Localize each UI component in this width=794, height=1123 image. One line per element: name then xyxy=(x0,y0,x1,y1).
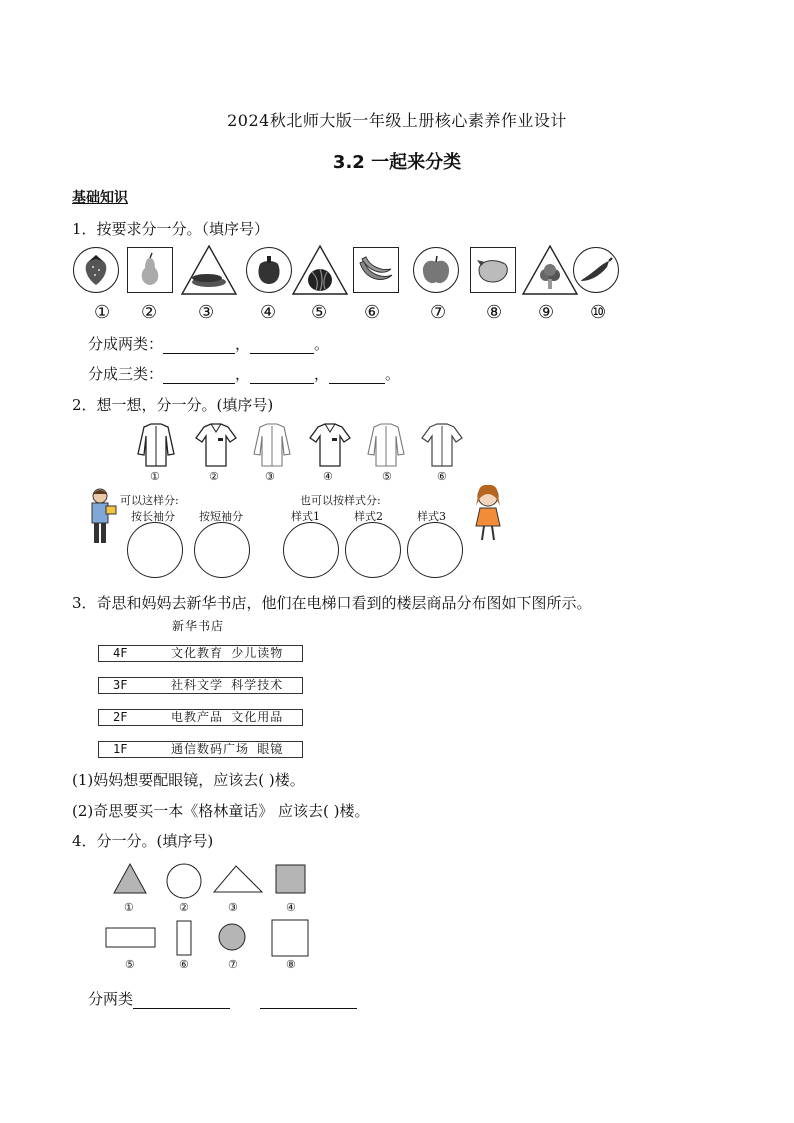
broccoli-icon xyxy=(540,264,560,289)
question-1-prompt: 1．按要求分一分。（填序号） xyxy=(72,220,270,238)
item-10-circle xyxy=(573,247,619,293)
answer-line-three-classes xyxy=(88,363,400,384)
group-label: 按长袖分 xyxy=(131,510,175,523)
blank-input[interactable] xyxy=(329,369,385,384)
blank-input[interactable] xyxy=(163,369,235,384)
item-8-square xyxy=(470,247,516,293)
floor-label: 2F xyxy=(113,710,128,724)
shirt-number: ⑥ xyxy=(437,470,447,483)
store-name: 新华书店 xyxy=(172,619,225,633)
mango-icon xyxy=(475,256,511,284)
shirt-number: ① xyxy=(150,470,160,483)
apple-icon xyxy=(420,254,452,286)
shirts-row xyxy=(128,424,478,470)
shirt-number: ④ xyxy=(323,470,333,483)
item-number: ⑨ xyxy=(538,302,555,323)
right-triangle-shape xyxy=(214,866,262,892)
watermelon-icon xyxy=(308,269,332,291)
item-number: ③ xyxy=(198,302,215,323)
strawberry-icon xyxy=(81,253,111,287)
item-number: ⑩ xyxy=(590,302,607,323)
q4-answer-line xyxy=(88,988,357,1009)
shirt-number: ③ xyxy=(265,470,275,483)
item-5-triangle xyxy=(292,245,348,295)
gray-circle-shape xyxy=(219,924,245,950)
blank-input[interactable] xyxy=(260,994,357,1009)
floor-desc: 通信数码广场 眼镜 xyxy=(171,742,284,756)
answer-circle-style-1[interactable] xyxy=(283,522,339,578)
section-heading: 基础知识 xyxy=(72,190,128,206)
gray-square-shape xyxy=(276,865,305,893)
pear-icon xyxy=(135,252,165,288)
group-label: 样式3 xyxy=(417,510,446,523)
square-shape xyxy=(272,920,308,956)
blank-input[interactable] xyxy=(163,339,235,354)
answer-line-two-classes xyxy=(88,333,329,354)
answer-circle-short-sleeve[interactable] xyxy=(194,522,250,578)
item-4-circle xyxy=(246,247,292,293)
wide-rectangle-shape xyxy=(106,928,155,947)
answer-circle-style-3[interactable] xyxy=(407,522,463,578)
item-number: ② xyxy=(141,302,158,323)
question-4-prompt: 4．分一分。(填序号) xyxy=(72,832,214,850)
right-caption: 也可以按样式分: xyxy=(300,494,381,507)
question-3-sub-1: (1)妈妈想要配眼镜，应该去( )楼。 xyxy=(72,771,305,789)
item-number: ④ xyxy=(260,302,277,323)
shape-number: ④ xyxy=(286,901,296,914)
item-9-triangle xyxy=(522,245,578,295)
floor-label: 4F xyxy=(113,646,128,660)
shape-number: ③ xyxy=(228,901,238,914)
long-sleeve-shirt-icon xyxy=(368,424,404,466)
blank-input[interactable] xyxy=(133,994,230,1009)
floor-desc: 社科文学 科学技术 xyxy=(171,678,284,692)
cucumber-icon xyxy=(192,274,226,287)
item-number: ⑧ xyxy=(486,302,503,323)
question-3-prompt: 3．奇思和妈妈去新华书店，他们在电梯口看到的楼层商品分布图如下图所示。 xyxy=(72,594,592,612)
shape-number: ② xyxy=(179,901,189,914)
item-number: ⑥ xyxy=(364,302,381,323)
shape-number: ⑦ xyxy=(228,958,238,971)
period: 。 xyxy=(385,365,401,383)
answer-label: 分两类 xyxy=(88,990,134,1008)
blank-input[interactable] xyxy=(250,369,314,384)
left-caption: 可以这样分: xyxy=(120,494,179,507)
banana-icon xyxy=(358,255,394,285)
short-sleeve-shirt-icon xyxy=(310,424,350,466)
question-3-sub-2: (2)奇思要买一本《格林童话》 应该去( )楼。 xyxy=(72,802,370,820)
item-number: ⑤ xyxy=(311,302,328,323)
tall-rectangle-shape xyxy=(177,921,191,955)
group-label: 样式1 xyxy=(291,510,320,523)
page-title: 2024秋北师大版一年级上册核心素养作业设计 xyxy=(227,111,567,130)
answer-circle-long-sleeve[interactable] xyxy=(127,522,183,578)
answer-label: 分成两类： xyxy=(88,335,164,353)
shirt-number: ⑤ xyxy=(382,470,392,483)
gray-triangle-shape xyxy=(114,864,146,893)
shape-number: ⑧ xyxy=(286,958,296,971)
floor-desc: 文化教育 少儿读物 xyxy=(171,646,284,660)
item-2-square xyxy=(127,247,173,293)
circle-shape xyxy=(167,864,201,898)
short-sleeve-shirt-icon xyxy=(196,424,236,466)
teacher-figure-icon xyxy=(86,488,118,548)
long-sleeve-shirt-icon xyxy=(138,424,174,466)
comma: ， xyxy=(235,365,251,383)
long-sleeve-shirt-icon xyxy=(254,424,290,466)
girl-figure-icon xyxy=(470,484,506,542)
floor-row-1f xyxy=(98,741,303,758)
floor-row-3f xyxy=(98,677,303,694)
group-label: 样式2 xyxy=(354,510,383,523)
item-number: ⑦ xyxy=(430,302,447,323)
item-6-square xyxy=(353,247,399,293)
shape-number: ① xyxy=(124,901,134,914)
floor-label: 3F xyxy=(113,678,128,692)
group-label: 按短袖分 xyxy=(199,510,243,523)
item-7-circle xyxy=(413,247,459,293)
lesson-subtitle: 3.2 一起来分类 xyxy=(332,152,462,173)
shirt-number: ② xyxy=(209,470,219,483)
item-number: ① xyxy=(94,302,111,323)
question-2-prompt: 2．想一想，分一分。(填序号) xyxy=(72,396,274,414)
bell-pepper-icon xyxy=(254,254,284,286)
floor-row-4f xyxy=(98,645,303,662)
comma: ， xyxy=(235,335,251,353)
floor-label: 1F xyxy=(113,742,128,756)
item-1-circle xyxy=(73,247,119,293)
answer-circle-style-2[interactable] xyxy=(345,522,401,578)
answer-label: 分成三类： xyxy=(88,365,164,383)
floor-row-2f xyxy=(98,709,303,726)
shape-number: ⑥ xyxy=(179,958,189,971)
short-sleeve-shirt-icon xyxy=(422,424,462,466)
comma: ， xyxy=(314,365,330,383)
period: 。 xyxy=(314,335,330,353)
chili-pepper-icon xyxy=(579,255,613,285)
blank-input[interactable] xyxy=(250,339,314,354)
shape-number: ⑤ xyxy=(125,958,135,971)
item-3-triangle xyxy=(181,245,237,295)
floor-desc: 电教产品 文化用品 xyxy=(171,710,284,724)
